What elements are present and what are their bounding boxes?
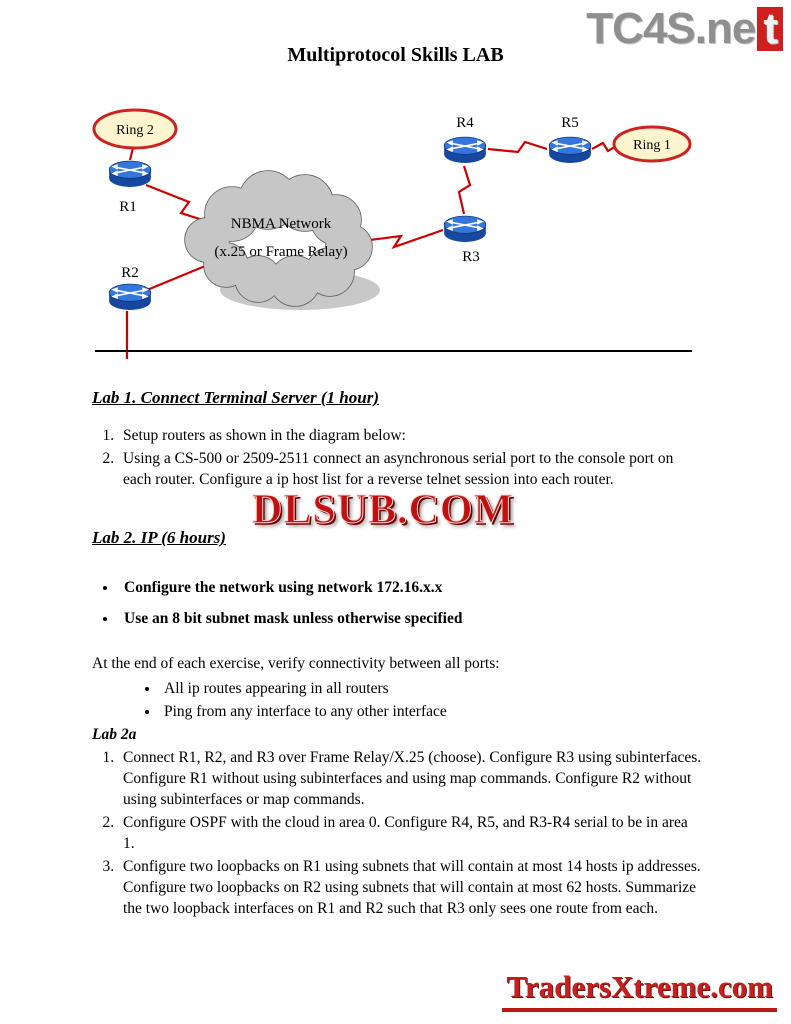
lab1-item: 1. Setup routers as shown in the diagram below: [118,425,702,446]
lab2a-item: 1. Connect R1, R2, and R3 over Frame Relay/X.25 (choose). Configure R3 using subinterfaces. Configure R1 without using subinterfaces and using map commands. Configure R2 without using subinterfaces or map commands. [118,747,702,810]
watermark-dlsub: DLSUB.COM [252,487,515,533]
page-title: Multiprotocol Skills LAB [287,44,504,66]
lab1-list [92,425,702,490]
verify-bullet: • All ip routes appearing in all routers [160,678,702,699]
lab2a-heading: Lab 2a [92,725,137,743]
router-icon-r4 [444,137,486,163]
lab2-bullet-list [92,577,702,628]
watermark-tc4s-main: TC4S.ne [586,4,756,53]
ring-2-label: Ring 2 [116,123,154,138]
router-label-r4: R4 [456,115,474,131]
link-r5-ring1 [592,143,616,151]
router-icon-r2 [109,284,151,310]
lab1-item: 2. Using a CS-500 or 2509-2511 connect an asynchronous serial port to the console port on each router. Configure a ip host list for a reverse telnet session into each router. [118,448,702,490]
router-label-r5: R5 [561,115,579,131]
cloud-label-line2: (x.25 or Frame Relay) [214,244,348,260]
verify-bullet: • Ping from any interface to any other interface [160,701,702,722]
lab2a-item: 3. Configure two loopbacks on R1 using subnets that will contain at most 14 hosts ip addresses. Configure two loopbacks on R2 using subnets that will contain at most 62 hosts. Summarize the two loopback interfaces on R1 and R2 such that R3 only sees one route from each. [118,856,702,919]
router-label-r2: R2 [121,265,139,281]
link-r1-cloud [146,185,212,223]
link-r3-r4 [459,166,470,214]
ring-1 [614,127,690,161]
router-icon-r1 [109,161,151,187]
document-body [92,386,702,922]
verify-intro: At the end of each exercise, verify connectivity between all ports: [92,654,500,672]
link-r4-r5 [488,142,547,152]
link-ring2-r1 [130,148,133,160]
ring-2 [94,110,176,148]
link-cloud-r3 [362,230,443,247]
router-label-r1: R1 [119,199,137,215]
verify-bullet-list [140,678,702,722]
lab1-heading: Lab 1. Connect Terminal Server (1 hour) [92,388,379,407]
router-icon-r3 [444,216,486,242]
watermark-tradersxtreme: TradersXtreme.com [502,969,777,1012]
ring-1-label: Ring 1 [633,138,671,153]
lab2-heading: Lab 2. IP (6 hours) [92,528,226,548]
network-diagram [0,0,791,380]
router-label-r3: R3 [462,249,480,265]
watermark-tc4s-accent: t [757,7,783,51]
lab2a-list [92,747,702,920]
lab2-bullet: • Configure the network using network 172.16.x.x [118,577,702,598]
lab2-bullet: • Use an 8 bit subnet mask unless otherwise specified [118,608,702,629]
cloud-label-line1: NBMA Network [230,216,332,232]
nbma-cloud [185,171,380,310]
router-icon-r5 [549,137,591,163]
lab2a-item: 2. Configure OSPF with the cloud in area 0. Configure R4, R5, and R3-R4 serial to be in area 1. [118,812,702,854]
